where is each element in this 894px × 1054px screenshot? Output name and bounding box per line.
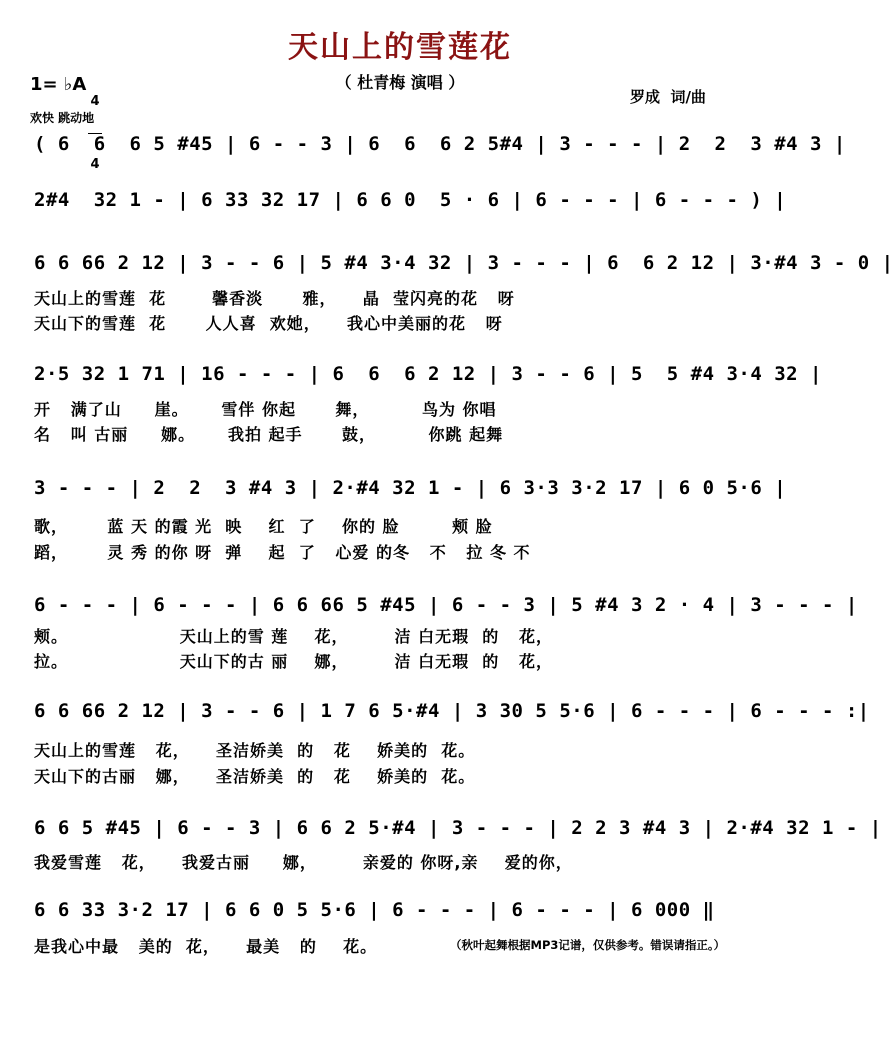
time-signature: [88, 72, 102, 183]
lyric-row-5-verse-2: 蹈， 灵 秀 的你 呀 弹 起 了 心爱 的冬 不 拉 冬 不: [34, 543, 531, 562]
transcription-note: （秋叶起舞根据MP3记谱，仅供参考。错误请指正。）: [450, 938, 726, 952]
lyric-row-9-verse-1: 是我心中最 美的 花， 最美 的 花。: [34, 937, 378, 956]
notation-row-4: 2·5 32 1 71 | 16 - - - | 6 6 6 2 12 | 3 - - 6 | 5 5 #4 3·4 32 |: [34, 363, 822, 385]
lyric-row-7-verse-2: 天山下的古丽 娜， 圣洁娇美 的 花 娇美的 花。: [34, 767, 476, 786]
notation-row-9: 6 6 33 3·2 17 | 6 6 0 5 5·6 | 6 - - - | 6 - - - | 6 000 ‖: [34, 899, 715, 921]
notation-row-8: 6 6 5 #45 | 6 - - 3 | 6 6 2 5·#4 | 3 - - - | 2 2 3 #4 3 | 2·#4 32 1 - |: [34, 817, 882, 839]
meter-top: 4: [90, 94, 100, 109]
lyric-row-5-verse-1: 歌， 蓝 天 的霞 光 映 红 了 你的 脸 颊 脸: [34, 517, 493, 536]
notation-row-2: 2#4 32 1 - | 6 33 32 17 | 6 6 0 5 · 6 | 6 - - - | 6 - - - ) |: [34, 189, 787, 211]
lyric-row-3-verse-2: 天山下的雪莲 花 人人喜 欢她， 我心中美丽的花 呀: [34, 314, 503, 333]
lyric-row-7-verse-1: 天山上的雪莲 花， 圣洁娇美 的 花 娇美的 花。: [34, 741, 476, 760]
lyric-row-3-verse-1: 天山上的雪莲 花 馨香淡 雅， 晶 莹闪亮的花 呀: [34, 289, 515, 308]
notation-row-5: 3 - - - | 2 2 3 #4 3 | 2·#4 32 1 - | 6 3·3 3·2 17 | 6 0 5·6 |: [34, 477, 787, 499]
song-title: 天山上的雪莲花: [288, 30, 512, 65]
notation-row-1: ( 6 6 6 5 #45 | 6 - - 3 | 6 6 6 2 5#4 | 3 - - - | 2 2 3 #4 3 |: [34, 133, 846, 155]
lyric-row-8-verse-1: 我爱雪莲 花， 我爱古丽 娜， 亲爱的 你呀,亲 爱的你，: [34, 853, 573, 872]
lyric-row-4-verse-1: 开 满了山 崖。 雪伴 你起 舞， 鸟为 你唱: [34, 400, 497, 419]
tempo-marking: 欢快 跳动地: [30, 111, 95, 125]
singer-credit: （ 杜青梅 演唱 ）: [335, 73, 465, 92]
lyric-row-6-verse-1: 颊。 天山上的雪 莲 花， 洁 白无瑕 的 花，: [34, 627, 553, 646]
notation-row-7: 6 6 66 2 12 | 3 - - 6 | 1 7 6 5·#4 | 3 30 5 5·6 | 6 - - - | 6 - - - :|: [34, 700, 870, 722]
lyric-row-6-verse-2: 拉。 天山下的古 丽 娜， 洁 白无瑕 的 花，: [34, 652, 553, 671]
meter-bottom: 4: [90, 157, 100, 172]
notation-row-3: 6 6 66 2 12 | 3 - - 6 | 5 #4 3·4 32 | 3 - - - | 6 6 2 12 | 3·#4 3 - 0 |: [34, 252, 894, 274]
notation-row-6: 6 - - - | 6 - - - | 6 6 66 5 #45 | 6 - - 3 | 5 #4 3 2 · 4 | 3 - - - |: [34, 594, 858, 616]
lyric-row-4-verse-2: 名 叫 古丽 娜。 我拍 起手 鼓， 你跳 起舞: [34, 425, 504, 444]
key-signature: 1= ♭A: [30, 74, 87, 95]
lyricist-composer: 罗成 词/曲: [630, 88, 706, 106]
